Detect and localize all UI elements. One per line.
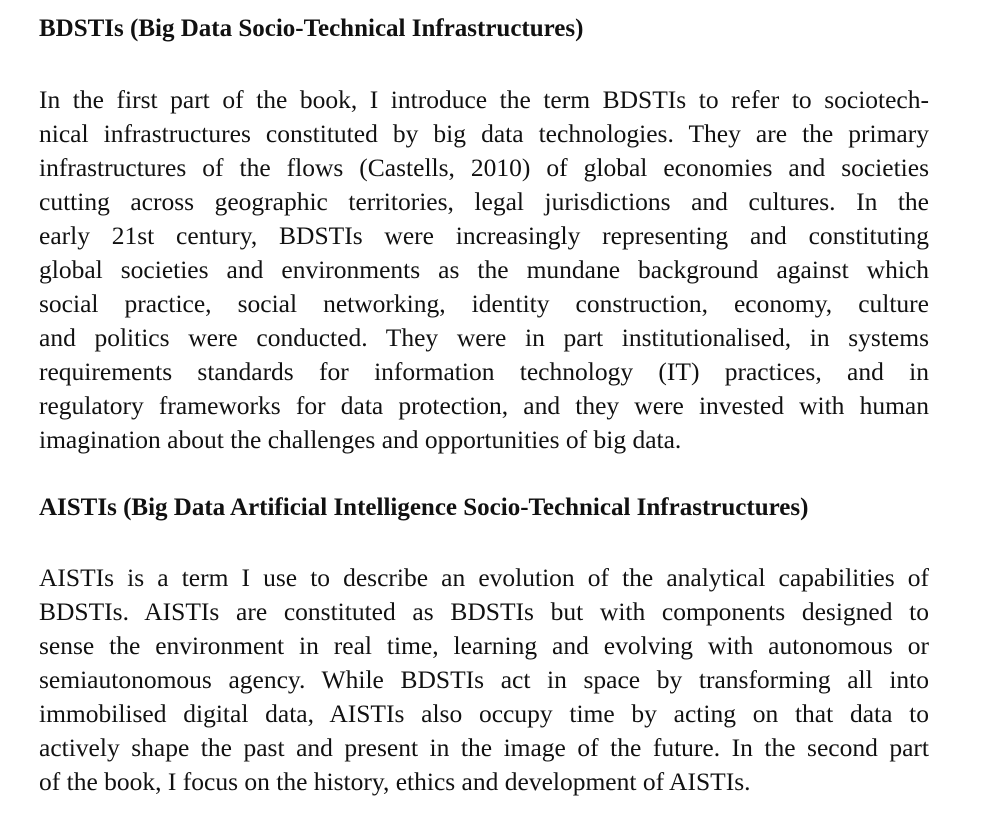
paragraph-line: requirements standards for information technology (IT) practices, and in [39,357,929,386]
paragraph-line: infrastructures of the flows (Castells, 2010) of global economies and societies [39,153,929,182]
paragraph-line: sense the environment in real time, learning and evolving with autonomous or [39,631,929,660]
paragraph-line: actively shape the past and present in the image of the future. In the second part [39,733,929,762]
paragraph-line: of the book, I focus on the history, ethics and development of AISTIs. [39,767,751,796]
paragraph-line: and politics were conducted. They were in part institutionalised, in systems [39,323,929,352]
paragraph-line: AISTIs is a term I use to describe an evolution of the analytical capabilities of [39,563,929,592]
paragraph-line: regulatory frameworks for data protection, and they were invested with human [39,391,929,420]
paragraph-line: social practice, social networking, identity construction, economy, culture [39,289,929,318]
paragraph-bdstis [39,83,929,457]
paragraph-line: early 21st century, BDSTIs were increasingly representing and constituting [39,221,929,250]
paragraph-line: BDSTIs. AISTIs are constituted as BDSTIs but with components designed to [39,597,929,626]
paragraph-line: global societies and environments as the mundane background against which [39,255,929,284]
paragraph-line: nical infrastructures constituted by big data technologies. They are the primary [39,119,929,148]
paragraph-line: semiautonomous agency. While BDSTIs act in space by transforming all into [39,665,929,694]
paragraph-aistis [39,561,929,799]
paragraph-line: imagination about the challenges and opportunities of big data. [39,425,682,454]
section-heading-bdstis: BDSTIs (Big Data Socio-Technical Infrastructures) [39,15,584,42]
paragraph-line: In the first part of the book, I introduce the term BDSTIs to refer to sociotech- [39,85,929,114]
paragraph-line: cutting across geographic territories, legal jurisdictions and cultures. In the [39,187,929,216]
paragraph-line: immobilised digital data, AISTIs also occupy time by acting on that data to [39,699,929,728]
section-heading-aistis: AISTIs (Big Data Artificial Intelligence Socio-Technical Infrastructures) [39,494,809,521]
